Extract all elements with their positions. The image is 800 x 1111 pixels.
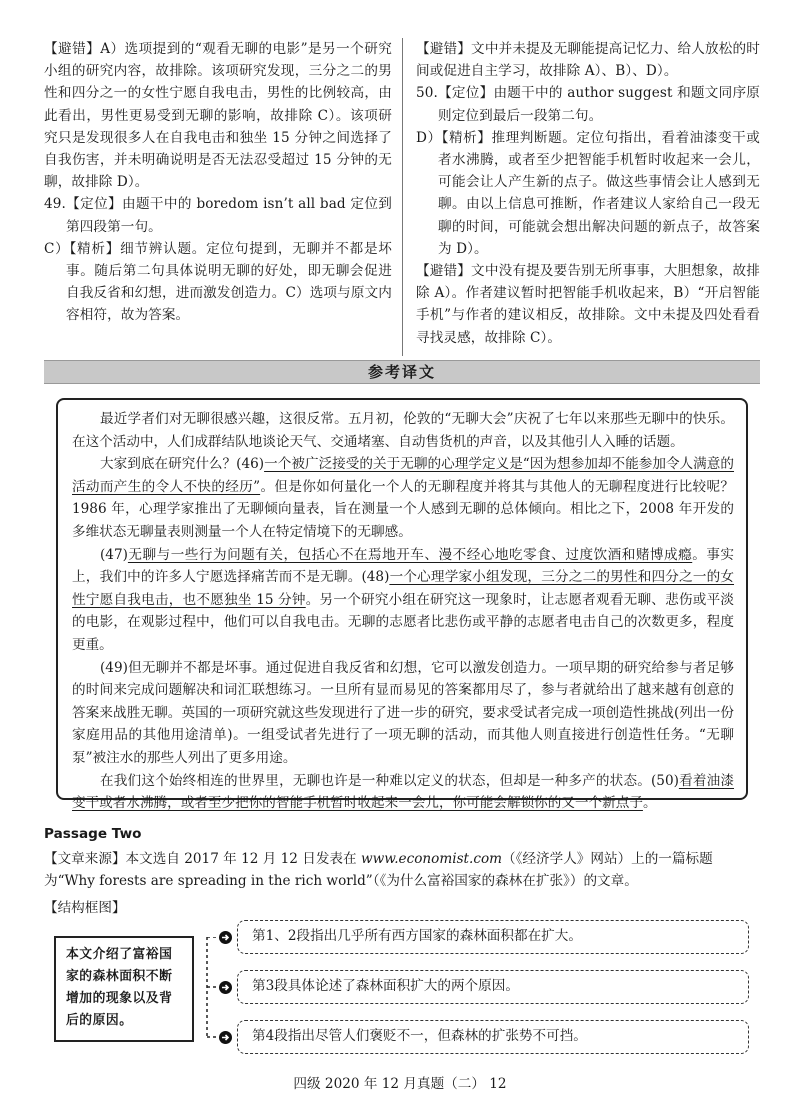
source-site: www.economist.com	[360, 851, 503, 867]
translation-p2	[72, 453, 734, 543]
t-p3-c: 。另一个研究小组在研究这一现象时，让志愿者观看无聊、悲伤或平淡的电影，在观影过程中，他们可以自我电击。无聊的志愿者比悲伤或平静的志愿者电击自己的次数更多，程度更重。	[72, 591, 734, 653]
structure-label: 【结构框图】	[44, 900, 126, 916]
q50-analysis: D）【精析】推理判断题。定位句指出，看着油漆变干或者水沸腾，或者至少把智能手机暂时收起来一会儿，可能会让人产生新的点子。做这些事情会让人感到无聊。由以上信息可推断，作者建议人家给自己一段无聊的时间，可能就会想出解决问题的新点子，故答案为 D）。	[416, 129, 760, 257]
translation-box	[56, 398, 748, 812]
left-p1: 【避错】A）选项提到的“观看无聊的电影”是另一个研究小组的研究内容，故排除。该项研究发现，三分之二的男性和四分之一的女性宁愿自我电击，男性的比例较高，由此看出，男性更易受到无聊的影响，故排除 C）。该项研究只是发现很多人在自我电击和独坐 15 分钟之间选择了自我伤害，并未明确说明是否无法忍受超过 15 分钟的无聊，故排除 D）。	[44, 41, 392, 191]
t-p2-b: 。但是你如何量化一个人的无聊程度并将其与其他人的无聊程度进行比较呢？1986 年，心理学家推出了无聊倾向量表，旨在测量一个人感到无聊的总体倾向。相比之下，2008 年开发的多维状态无聊量表则测量一个人在特定情境下的无聊感。	[72, 478, 735, 540]
source-b: （《经济学人》网站）上的一篇标题为“Why forests are spreading in the rich world”（《为什么富裕国家的森林在扩张》）的文章。	[44, 851, 713, 889]
t-p5-b: 。	[642, 795, 657, 812]
arrow-icon	[218, 930, 233, 945]
right-p1: 【避错】文中并未提及无聊能提高记忆力、给人放松的时间或促进自主学习，故排除 A）、B）、D）。	[416, 41, 760, 80]
t-p3-underlined-1: 无聊与一些行为问题有关，包括心不在焉地开车、漫不经心地吃零食、过度饮酒和赌博成瘾	[127, 546, 693, 563]
translation-p3	[72, 544, 734, 657]
left-column	[44, 38, 392, 327]
arrow-icon	[218, 1030, 233, 1045]
t-p5-a: 在我们这个始终相连的世界里，无聊也许是一种难以定义的状态，但却是一种多产的状态。(50)	[100, 772, 679, 789]
column-divider	[402, 38, 403, 356]
translation-p1: 最近学者们对无聊很感兴趣，这很反常。五月初，伦敦的“无聊大会”庆祝了七年以来那些无聊中的快乐。在这个活动中，人们成群结队地谈论天气、交通堵塞、自动售货机的声音，以及其他引人入睡的话题。	[72, 411, 734, 450]
translation-p5	[72, 770, 734, 815]
q49-locate: 49.【定位】由题干中的 boredom isn’t all bad 定位到第四段第一句。	[44, 196, 392, 235]
structure-summary-box: 本文介绍了富裕国家的森林面积不断增加的现象以及背后的原因。	[54, 936, 194, 1042]
structure-point-2: 第3段具体论述了森林面积扩大的两个原因。	[237, 970, 749, 1004]
answer-analysis-columns	[44, 38, 760, 358]
structure-point-3: 第4段指出尽管人们褒贬不一，但森林的扩张势不可挡。	[237, 1020, 749, 1054]
t-p3-underlined-2: 一个心理学家小组发现，三分之二的男性和四分之一的女性宁愿自我电击，也不愿独坐 15 分钟	[72, 569, 735, 608]
q50-avoid-error: 【避错】文中没有提及要告别无所事事，大胆想象，故排除 A）。作者建议暂时把智能手机收起来，B）“开启智能手机”与作者的建议相反，故排除。文中未提及四处看看寻找灵感，故排除 C）。	[416, 263, 760, 346]
q50-locate: 50.【定位】由题干中的 author suggest 和题文同序原则定位到最后一段第二句。	[416, 85, 760, 124]
passage-two-heading: Passage Two	[44, 826, 142, 842]
t-p3-a: (47)	[100, 546, 128, 563]
t-p2-a: 大家到底在研究什么？(46)	[100, 456, 265, 473]
structure-point-1: 第1、2段指出几乎所有西方国家的森林面积都在扩大。	[237, 920, 749, 954]
translation-title: 参考译文	[44, 360, 760, 384]
t-p3-b: 。事实上，我们中的许多人宁愿选择痛苦而不是无聊。(48)	[72, 546, 735, 586]
t-p5-underlined: 看着油漆变干或者水沸腾，或者至少把你的智能手机暂时收起来一会儿，你可能会解锁你的又一个新点子	[72, 772, 735, 812]
article-source	[44, 848, 760, 892]
arrow-icon	[218, 980, 233, 995]
page-footer: 四级 2020 年 12 月真题（二） 12	[293, 1076, 507, 1092]
translation-p4: (49)但无聊并不都是坏事。通过促进自我反省和幻想，它可以激发创造力。一项早期的研究给参与者足够的时间来完成问题解决和词汇联想练习。一旦所有显而易见的答案都用尽了，参与者就给出了越来越有创意的答案来战胜无聊。英国的一项研究就这些发现进行了进一步的研究，要求受试者完成一项创造性挑战(列出一份家庭用品的其他用途清单)。一组受试者先进行了一项无聊的活动，而其他人则直接进行创造性任务。“无聊泵”被注水的那些人列出了更多用途。	[72, 659, 734, 766]
q49-analysis: C）【精析】细节辨认题。定位句提到，无聊并不都是坏事。随后第二句具体说明无聊的好处，即无聊会促进自我反省和幻想，进而激发创造力。C）选项与原文内容相符，故为答案。	[44, 240, 392, 324]
right-column	[416, 38, 760, 349]
t-p2-underlined: 一个被广泛接受的关于无聊的心理学定义是“因为想参加却不能参加令人满意的活动而产生的令人不快的经历”	[72, 456, 735, 495]
source-a: 【文章来源】本文选自 2017 年 12 月 12 日发表在	[44, 851, 361, 867]
